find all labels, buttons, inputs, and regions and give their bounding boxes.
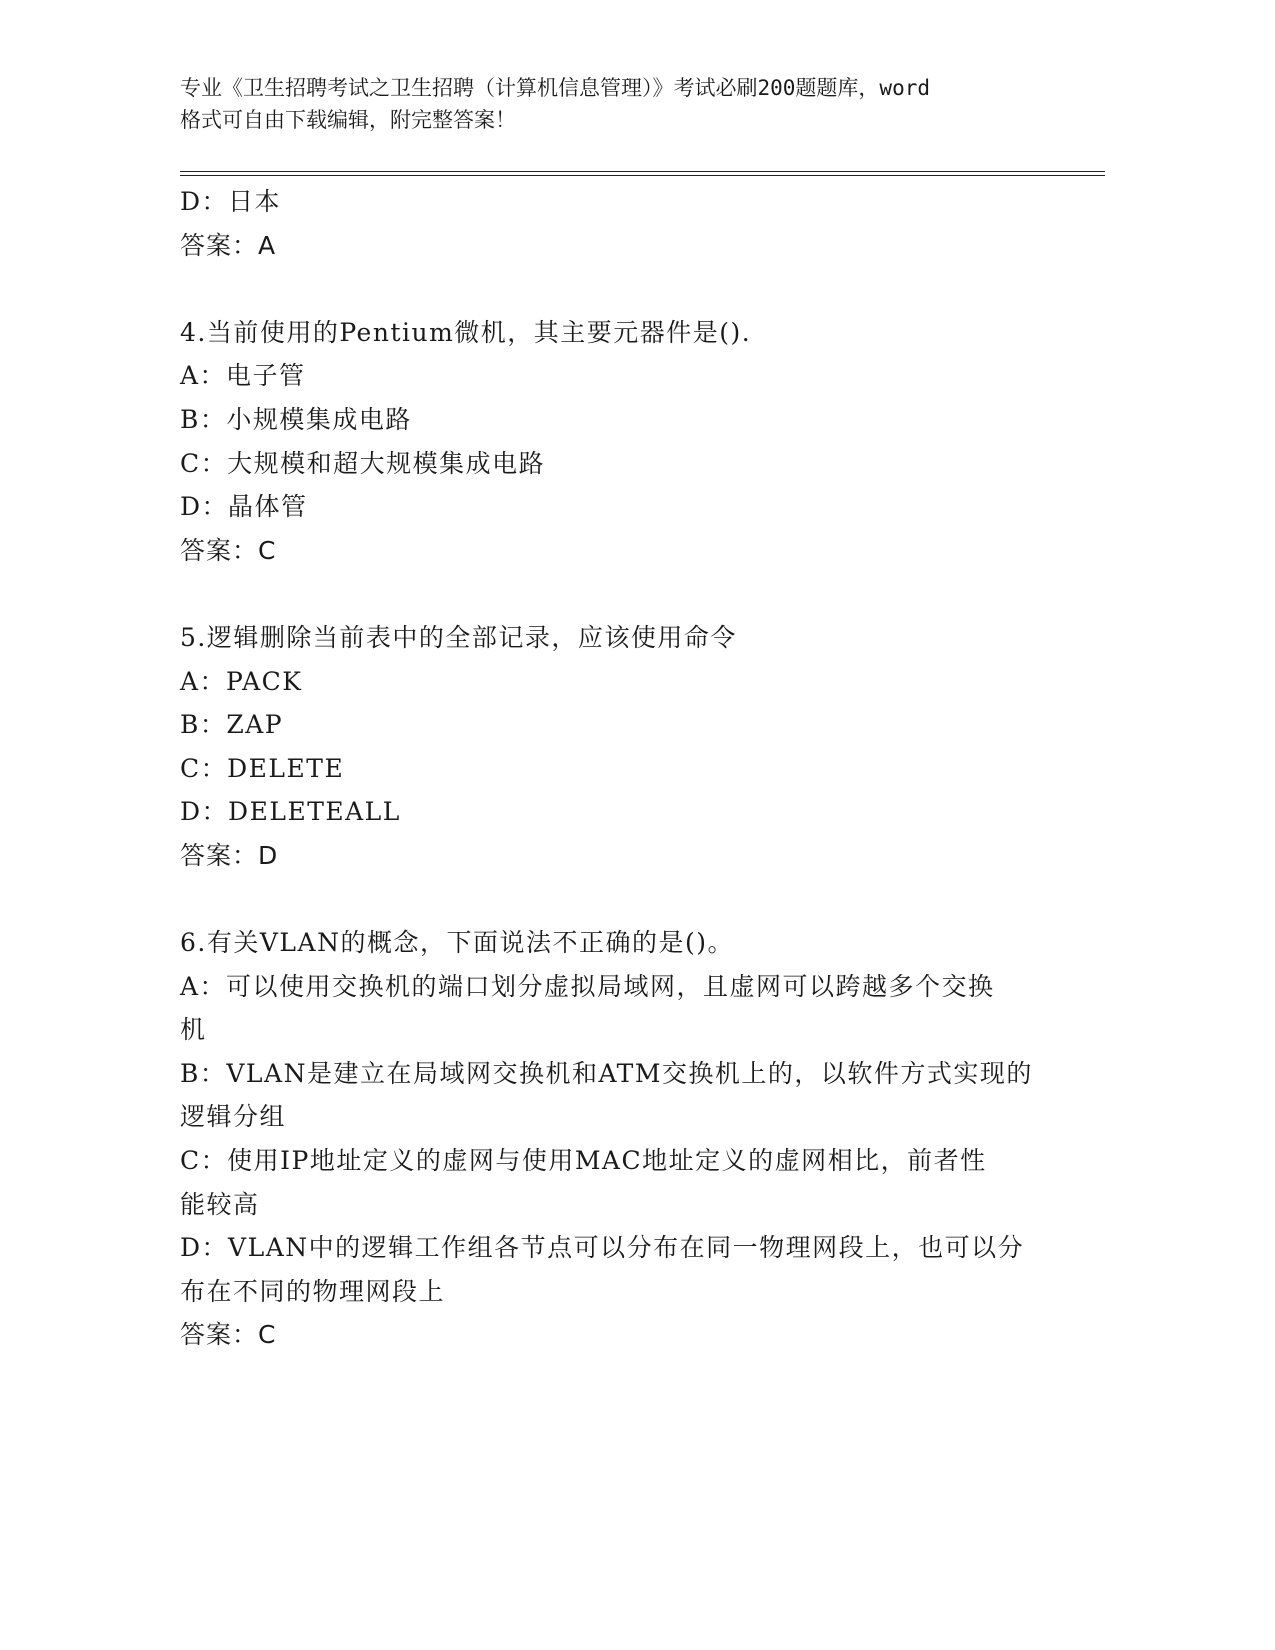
question-text: 5.逻辑删除当前表中的全部记录，应该使用命令 — [180, 622, 737, 652]
option-b-line-2: 逻辑分组 — [180, 1102, 287, 1132]
header-title-line-2: 格式可自由下载编辑，附完整答案！ — [180, 108, 516, 132]
option-d: D：DELETEALL — [180, 797, 401, 827]
question-3-tail — [180, 180, 1060, 267]
spacer — [180, 572, 1060, 616]
answer-line: 答案：A — [180, 230, 277, 260]
option-a-line-1: A：可以使用交换机的端口划分虚拟局域网，且虚网可以跨越多个交换 — [180, 971, 995, 1001]
option-a: A：PACK — [180, 666, 303, 696]
option-b: B：ZAP — [180, 710, 284, 740]
answer-line: 答案：C — [180, 535, 277, 565]
question-5 — [180, 616, 1060, 878]
option-c: C：DELETE — [180, 753, 345, 783]
option-a-line-2: 机 — [180, 1015, 207, 1045]
question-6 — [180, 921, 1060, 1357]
spacer — [180, 267, 1060, 311]
option-d: D：晶体管 — [180, 492, 308, 522]
header-divider-bottom — [180, 175, 1105, 176]
answer-line: 答案：C — [180, 1320, 277, 1350]
option-c-line-1: C：使用IP地址定义的虚网与使用MAC地址定义的虚网相比，前者性 — [180, 1146, 987, 1176]
option-d: D：日本 — [180, 187, 282, 216]
spacer — [180, 878, 1060, 922]
question-4 — [180, 311, 1060, 573]
header-divider-top — [180, 171, 1105, 172]
option-b-line-1: B：VLAN是建立在局域网交换机和ATM交换机上的，以软件方式实现的 — [180, 1058, 1033, 1088]
option-c: C：大规模和超大规模集成电路 — [180, 448, 546, 478]
question-text: 6.有关VLAN的概念，下面说法不正确的是()。 — [180, 928, 734, 958]
option-d-line-1: D：VLAN中的逻辑工作组各节点可以分布在同一物理网段上，也可以分 — [180, 1233, 1025, 1263]
question-text: 4.当前使用的Pentium微机，其主要元器件是(). — [180, 317, 752, 347]
option-c-line-2: 能较高 — [180, 1189, 260, 1219]
question-list — [180, 180, 1060, 1357]
page-header — [180, 72, 1080, 136]
answer-line: 答案：D — [180, 840, 279, 870]
header-title-line-1: 专业《卫生招聘考试之卫生招聘（计算机信息管理）》考试必刷200题题库，word — [180, 76, 930, 100]
option-d-line-2: 布在不同的物理网段上 — [180, 1276, 446, 1306]
option-b: B：小规模集成电路 — [180, 404, 412, 434]
option-a: A：电子管 — [180, 361, 306, 391]
